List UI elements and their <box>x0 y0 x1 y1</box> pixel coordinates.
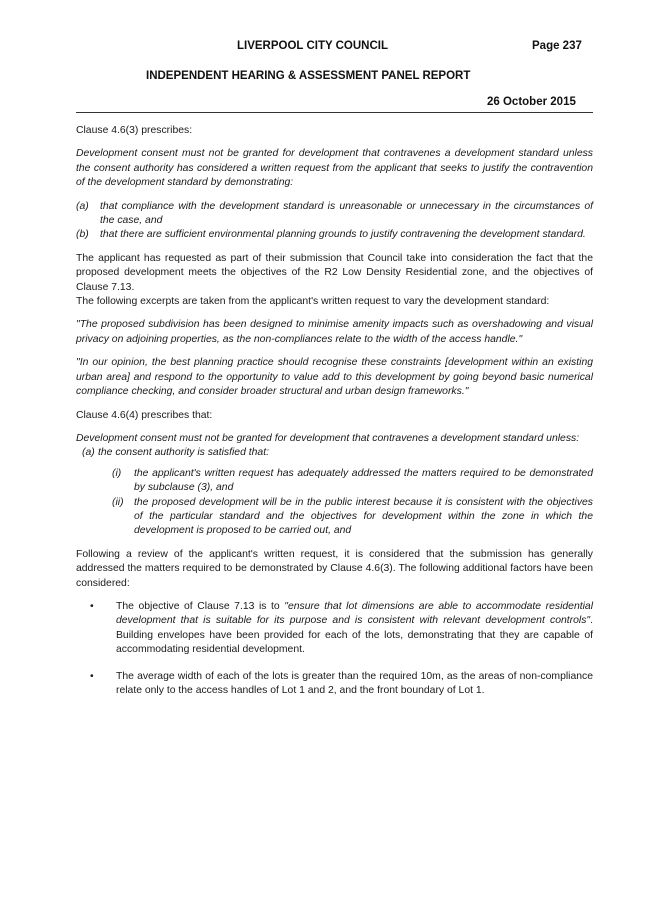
bullet-item <box>76 670 593 699</box>
council-name: LIVERPOOL CITY COUNCIL <box>237 40 389 52</box>
paragraph: The applicant has requested as part of their submission that Council take into consideration the fact that the proposed development meets the objectives of the R2 Low Density Residential zone, and the objectives of Clause 7.13. <box>76 252 593 293</box>
list-marker: (a) <box>82 447 95 459</box>
list-marker: (ii) <box>112 496 124 508</box>
list-item-text: the consent authority is satisfied that: <box>98 447 269 459</box>
list-marker: (i) <box>112 467 122 479</box>
header-divider <box>76 112 593 113</box>
quote-paragraph: "The proposed subdivision has been designed to minimise amenity impacts such as overshadowing and visual privacy on adjoining properties, as the non-compliances relate to the width of the access handle." <box>76 319 593 345</box>
list-item <box>76 200 593 229</box>
list-item <box>76 467 593 496</box>
paragraph: Clause 4.6(3) prescribes: <box>76 125 193 136</box>
list-item-text: the proposed development will be in the public interest because it is consistent with the objectives of the particular standard and the objectives for development within the zone in which the development is proposed to be carried out, and <box>134 496 593 537</box>
list-item-text: that compliance with the development standard is unreasonable or unnecessary in the circumstances of the case, and <box>100 200 593 227</box>
bullet-lead: The objective of Clause 7.13 is to <box>116 600 285 612</box>
paragraph: Clause 4.6(4) prescribes that: <box>76 409 213 421</box>
report-title: INDEPENDENT HEARING & ASSESSMENT PANEL REPORT <box>146 70 471 82</box>
report-date: 26 October 2015 <box>487 96 576 108</box>
bullet-icon: • <box>90 670 94 682</box>
paragraph-italic: Development consent must not be granted for development that contravenes a development standard unless: <box>76 432 580 444</box>
bullet-icon: • <box>90 600 94 612</box>
bullet-quote: "ensure that lot dimensions are able to accommodate residential development that is suitable for its purpose and is consistent with relevant development controls" <box>116 600 594 627</box>
list-item <box>76 496 593 539</box>
list-marker: (b) <box>76 229 89 241</box>
paragraph: The following excerpts are taken from the applicant's written request to vary the development standard: <box>76 296 550 308</box>
quote-paragraph: "In our opinion, the best planning practice should recognise these constraints [development within an existing urban area] and respond to the opportunity to value add to this development by going beyond basic numerical compliance checking, and consider broader structural and urban design frameworks." <box>76 357 593 398</box>
factor-list <box>76 600 593 698</box>
list-marker: (a) <box>76 200 89 212</box>
paragraph-italic: Development consent must not be granted for development that contravenes a development standard unless the consent authority has considered a written request from the applicant that seeks to justify the contravention of the development standard by demonstrating: <box>76 148 593 189</box>
page-number: Page 237 <box>532 40 582 52</box>
bullet-text: The average width of each of the lots is greater than the required 10m, as the areas of non-compliance relate only to the access handles of Lot 1 and 2, and the front boundary of Lot 1. <box>116 670 593 696</box>
bullet-item <box>76 600 593 658</box>
bullet-tail: . Building envelopes have been provided for each of the lots, demonstrating that they are capable of accommodating residential development. <box>116 615 593 656</box>
list-item-text: that there are sufficient environmental planning grounds to justify contravening the development standard. <box>100 229 586 241</box>
report-body <box>76 124 593 710</box>
clause-list <box>76 200 593 243</box>
subclause-list <box>76 467 593 539</box>
paragraph: Following a review of the applicant's written request, it is considered that the submission has generally addressed the matters required to be demonstrated by Clause 4.6(3). The following additional factors have been considered: <box>76 548 593 589</box>
list-item-text: the applicant's written request has adequately addressed the matters required to be demonstrated by subclause (3), and <box>134 467 593 494</box>
list-item <box>76 446 593 460</box>
list-item <box>76 228 593 242</box>
